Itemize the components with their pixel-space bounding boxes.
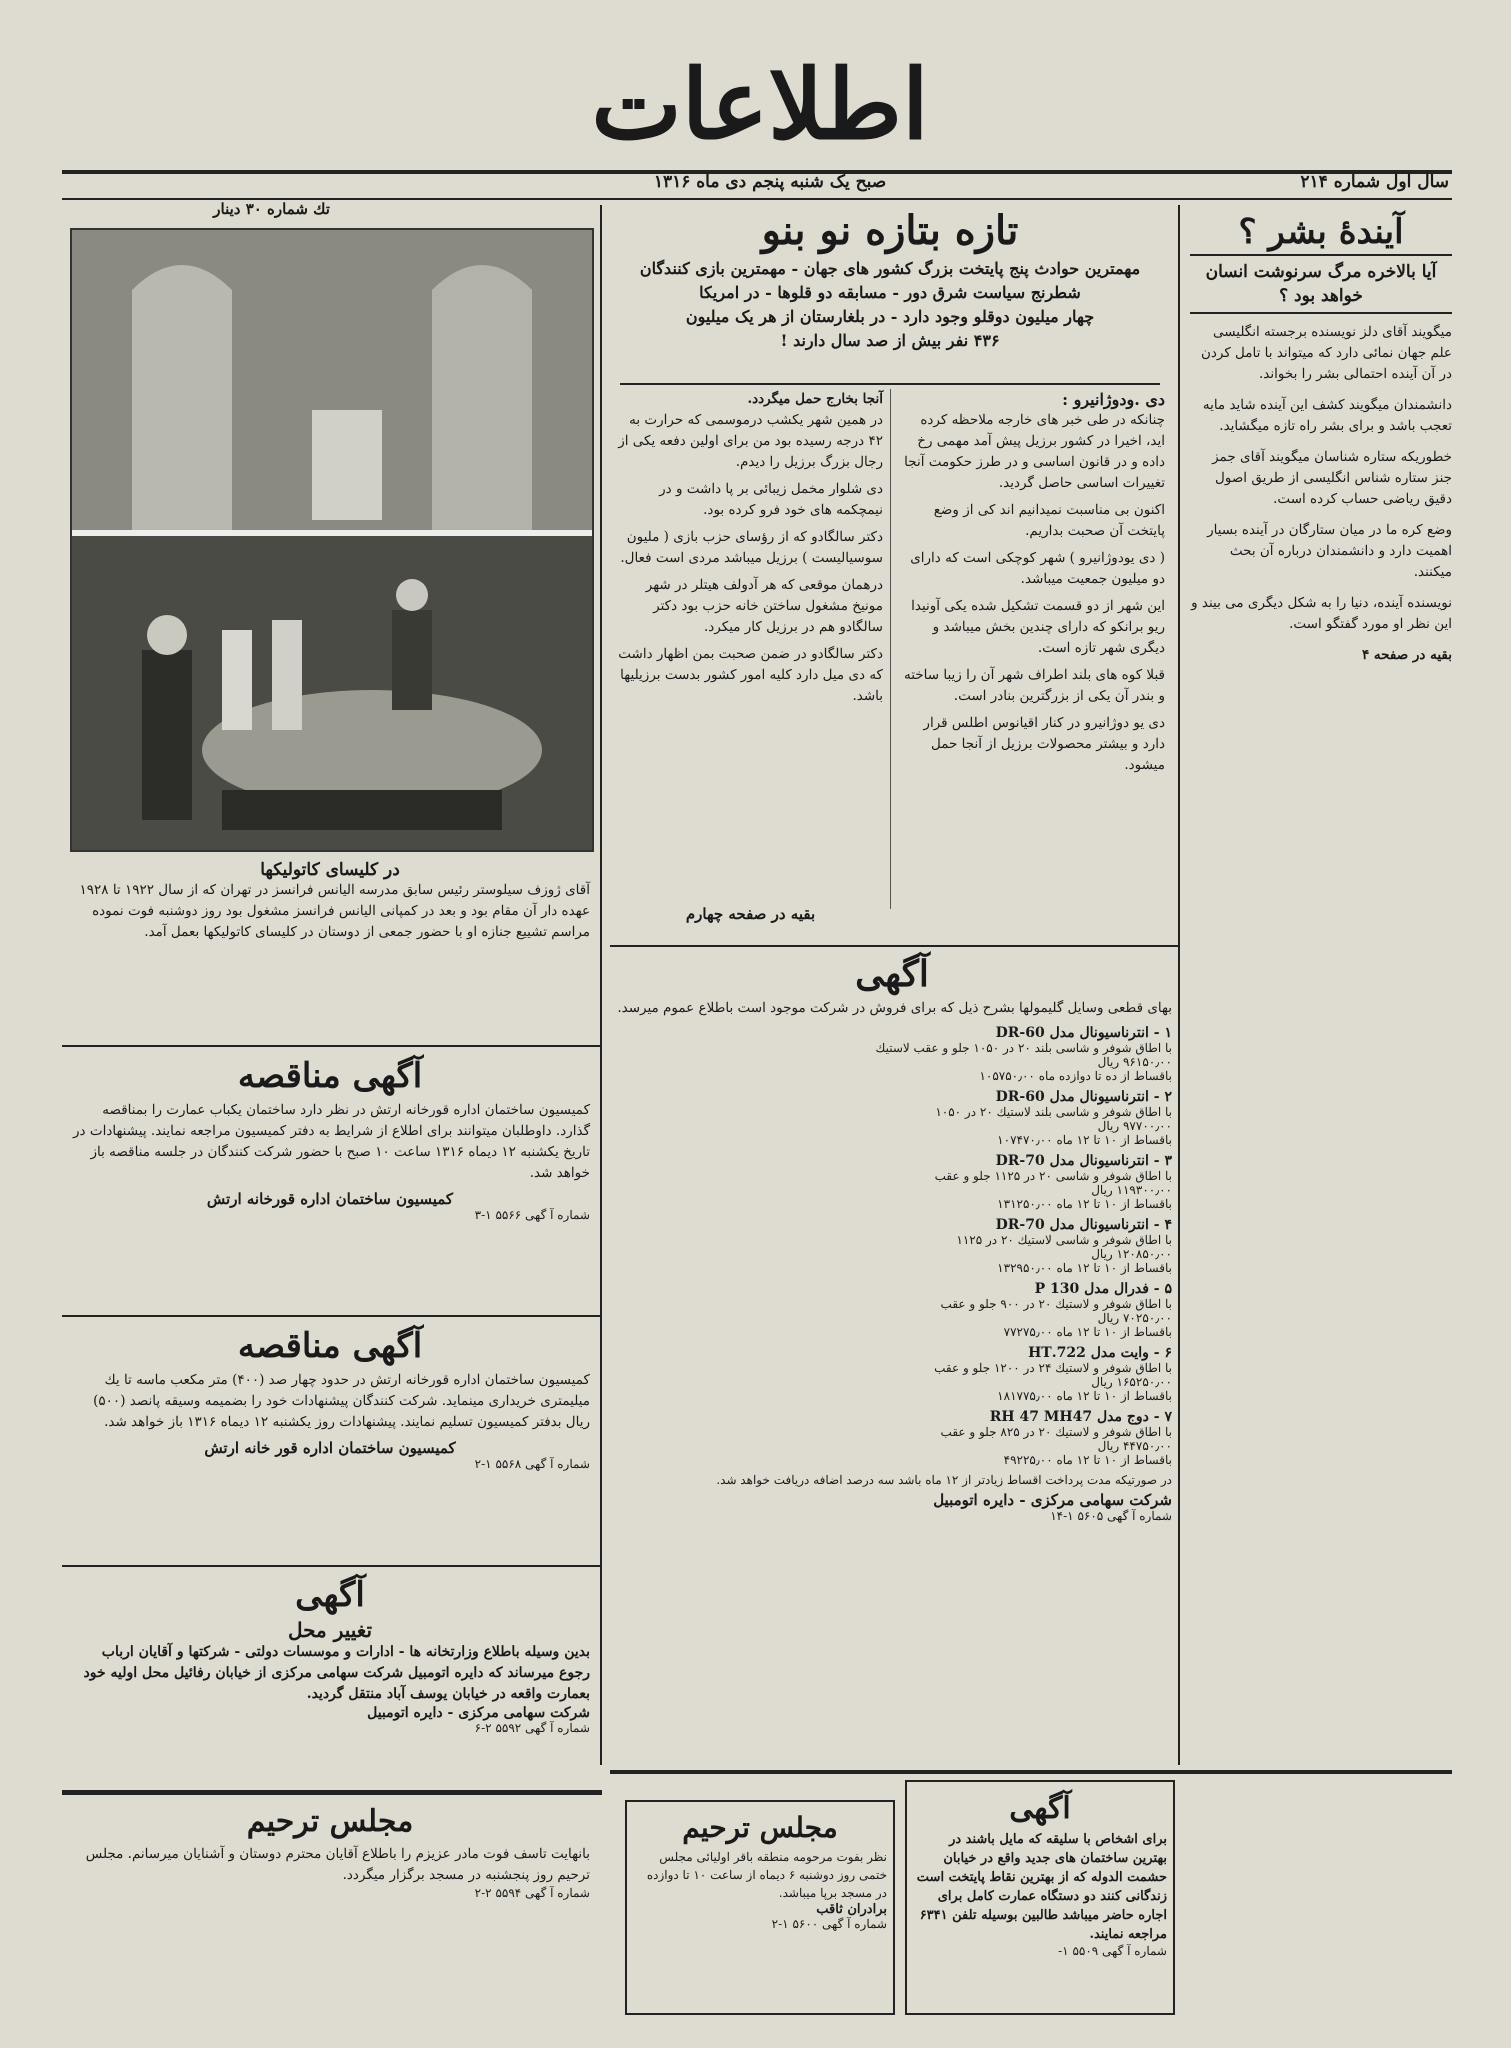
vehicle-desc: با اطاق شوفر و شاسی بلند ۲۰ در ۱۰۵۰ جلو و عقب لاستیك	[875, 1041, 1172, 1055]
ad-reference: شماره آ گهی ۵۶۰۵ ۱-۱۴	[1050, 1509, 1172, 1523]
vehicle-name: ۵ - فدرال مدل 130 P	[1034, 1281, 1172, 1297]
paragraph: دکتر سالگادو که از رؤسای حزب بازی ( ملیون سوسیالیست ) برزیل میباشد مردی است فعال.	[620, 529, 883, 566]
vehicle-price: ۹۶۱۵۰٫۰۰ ریال	[1097, 1055, 1172, 1069]
paragraph: ( دی یودوژانیرو ) شهر کوچکی است که دارای دو میلیون جمعیت میباشد.	[910, 550, 1165, 587]
vehicle-price: ۹۷۷۰۰٫۰۰ ریال	[1097, 1119, 1172, 1133]
vehicle-name: ۱ - انترناسیونال مدل DR-60	[995, 1025, 1172, 1041]
church-scene-image	[72, 230, 592, 850]
vehicle-installment: باقساط از ۱۰ تا ۱۲ ماه ۴۹۲۲۵٫۰۰	[1003, 1453, 1172, 1467]
vehicle-desc: با اطاق شوفر و شاسی بلند لاستیك ۲۰ در ۱۰۵۰	[935, 1105, 1172, 1119]
paragraph: قبلا کوه های بلند اطراف شهر آن را زیبا ساخته و بندر آن یکی از بزرگترین بنادر است.	[903, 667, 1165, 704]
paragraph: دانشمندان میگویند کشف این آینده شاید مایه تعجب باشد و برای بشر راه تازه میگشاید.	[1202, 397, 1452, 434]
tender-signature: کمیسیون ساختمان اداره قورخانه ارتش	[206, 1190, 454, 1208]
column-rule-left	[600, 205, 602, 1765]
news-roundup-title: تازه بتازه نو بنو	[761, 207, 1019, 254]
housing-rental-ad	[905, 1780, 1175, 2015]
notice-text: بدین وسیله باطلاع وزارتخانه ها - ادارات و موسسات دولتی - شرکتها و آقایان ارباب رجوع میرساند که دایره اتومبیل شرکت سهامی مرکزی از خیابان رفائیل محل اولیه خود بعمارت واقعه در خیابان یوسف آباد منتقل گردید.	[83, 1644, 590, 1702]
tender-signature: کمیسیون ساختمان اداره قور خانه ارتش	[204, 1439, 456, 1457]
paragraph: در همین شهر یکشب درموسمی که حرارت به ۴۲ درجه رسیده بود من برای اولین دفعه یکی از رجال بزرگ برزیل را دیدم.	[618, 412, 883, 470]
ad-reference: شماره آ گهی ۵۵۹۴ ۲-۲	[474, 1886, 590, 1900]
housing-ad-text: برای اشخاص با سلیقه که مایل باشند در بهترین ساختمان های جدید واقع در خیابان حشمت الدوله که از بهترین نقاط پایتخت است زندگانی کنند دو دستگاه عمارت کامل برای اجاره حاضر میباشد طالبین بوسیله تلفن ۶۳۴۱ مراجعه نمایند.	[916, 1832, 1167, 1942]
ad-reference: شماره آ گهی ۵۵۹۲ ۲-۶	[474, 1721, 590, 1735]
vehicle-installment: باقساط از ۱۰ تا ۱۲ ماه ۷۷۲۷۵٫۰۰	[1003, 1325, 1172, 1339]
date-line: صبح یک شنبه پنجم دی ماه ۱۳۱۶	[653, 172, 887, 192]
price-line: تك شماره ۳۰ دینار	[213, 200, 330, 218]
paragraph: نویسنده آینده، دنیا را به شکل دیگری می بیند و این نظر او مورد گفتگو است.	[1191, 595, 1452, 632]
vehicle-price: ۱۶۵۲۵۰٫۰۰ ریال	[1091, 1375, 1172, 1389]
vehicle-installment: باقساط از ۱۰ تا ۱۲ ماه ۱۳۱۲۵۰٫۰۰	[997, 1197, 1172, 1211]
memorial-text: بانهایت تاسف فوت مادر عزیزم را باطلاع آقایان محترم دوستان و آشنایان میرسانم. مجلس ترحیم روز پنجشنبه در مسجد برگزار میگردد.	[85, 1846, 590, 1883]
article-future-subtitle: آیا بالاخره مرگ سرنوشت انسان خواهد بود ؟	[1190, 260, 1452, 314]
vehicle-ad-signature: شرکت سهامی مرکزی - دایره اتومبیل	[933, 1491, 1172, 1509]
news-column-right	[900, 389, 1165, 776]
notice-title: آگهی	[295, 1575, 365, 1615]
memorial-notice-left	[70, 1800, 590, 1900]
memorial-text: نظر بفوت مرحومه منطقه باقر اولیائی مجلس ختمی روز دوشنبه ۶ دیماه از ساعت ۱۰ تا دوازده در مسجد برپا میباشد.	[646, 1850, 887, 1900]
vehicle-name: ۳ - انترناسیونال مدل DR-70	[995, 1153, 1172, 1169]
vehicle-desc: با اطاق شوفر و لاستیك ۲۰ در ۸۲۵ جلو و عقب	[940, 1425, 1172, 1439]
ad-reference: شماره آ گهی ۵۵۰۹ ۱-	[1058, 1944, 1167, 1958]
paragraph: دی شلوار مخمل زیبائی بر پا داشت و در نیمچکمه های خود فرو کرده بود.	[659, 481, 883, 518]
paragraph: دکتر سالگادو در ضمن صحبت بمن اظهار داشت که دی میل دارد کلیه امور کشور بدست برزیلیها باشد.	[618, 646, 883, 704]
continued-note: بقیه در صفحه چهارم	[685, 905, 816, 923]
vehicle-price: ۷۰۲۵۰٫۰۰ ریال	[1097, 1311, 1172, 1325]
vehicle-price-ad	[612, 950, 1172, 1523]
photo-caption: آقای ژوزف سیلوستر رئیس سابق مدرسه الیانس فرانسز در تهران که از سال ۱۹۲۲ تا ۱۹۲۸ عهده دار آن مقام بود و بعد در کمپانی الیانس فرانسز مشغول بود روز دوشنبه فوت نموده مراسم تشییع جنازه او با حضور جمعی از دوستان در کلیسای کاتولیکها بعمل آمد.	[79, 882, 590, 940]
vehicle-desc: با اطاق شوفر و لاستیك ۲۰ در ۹۰۰ جلو و عقب	[940, 1297, 1172, 1311]
memorial-signature: برادران ثاقب	[816, 1902, 887, 1917]
memorial-title: مجلس ترحیم	[682, 1811, 838, 1844]
article-future-title: آیندهٔ بشر ؟	[1190, 210, 1452, 256]
photo-caption-title: در کلیسای کاتولیکها	[260, 860, 400, 880]
masthead-title: اطلاعات	[591, 48, 929, 161]
ad-reference: شماره آ گهی ۵۵۶۶ ۱-۳	[474, 1208, 590, 1222]
notice-change-location	[70, 1572, 590, 1735]
news-lead-line: چهار میلیون دوقلو وجود دارد - در بلغارستان از هر یک میلیون	[685, 307, 1095, 326]
list-item	[612, 1345, 1172, 1403]
list-item	[612, 1281, 1172, 1339]
vehicle-price: ۱۲۰۸۵۰٫۰۰ ریال	[1091, 1247, 1172, 1261]
memorial-title: مجلس ترحیم	[246, 1804, 414, 1839]
list-item	[612, 1153, 1172, 1211]
vehicle-installment: باقساط از ۱۰ تا ۱۲ ماه ۱۰۷۴۷۰٫۰۰	[997, 1133, 1172, 1147]
photo-caption-block	[70, 860, 590, 943]
issue-number: سال اول شماره ۲۱۴	[1300, 172, 1449, 192]
memorial-notice-center	[625, 1800, 895, 2015]
notice-subtitle: تغییر محل	[287, 1618, 373, 1642]
news-col-head: آنجا بخارج حمل میگردد.	[747, 391, 883, 407]
news-col-head: دی .ودوژانیرو :	[1062, 390, 1165, 409]
vehicle-installment: باقساط از ۱۰ تا ۱۲ ماه ۱۸۱۷۷۵٫۰۰	[997, 1389, 1172, 1403]
tender-text: کمیسیون ساختمان اداره قورخانه ارتش در نظر دارد ساختمان یکباب عمارت را بمناقصه گذارد. داوطلبان میتوانند برای اطلاع از شرایط به دفتر کمیسیون مراجعه نمایند. پیشنهادات در تاریخ یکشنبه ۱۲ دیماه ۱۳۱۶ ساعت ۱۰ صبح با حضور شرکت کنندگان در جلسه مناقصه باز خواهد شد.	[73, 1102, 590, 1181]
list-item	[612, 1089, 1172, 1147]
vehicle-desc: با اطاق شوفر و شاسی ۲۰ در ۱۱۲۵ جلو و عقب	[934, 1169, 1172, 1183]
vehicle-list	[612, 1025, 1172, 1467]
column-rule-right	[1178, 205, 1180, 1765]
news-column-left	[618, 389, 883, 707]
ad-reference: شماره آ گهی ۵۶۰۰ ۱-۲	[771, 1917, 887, 1931]
paragraph: خطوریکه ستاره شناسان میگویند آقای جمز جنز ستاره شناس انگلیسی از طریق اصول دقیق ریاضی حساب کرده است.	[1212, 449, 1452, 507]
tender-title: آگهی مناقصه	[237, 1326, 423, 1366]
vehicle-name: ۲ - انترناسیونال مدل DR-60	[995, 1089, 1172, 1105]
vehicle-installment: باقساط از ۱۰ تا ۱۲ ماه ۱۳۲۹۵۰٫۰۰	[997, 1261, 1172, 1275]
vehicle-ad-intro: بهای قطعی وسایل گلیمولها بشرح ذیل که برای فروش در شرکت موجود است باطلاع عموم میرسد.	[617, 1000, 1172, 1016]
vehicle-installment: باقساط از ده تا دوازده ماه ۱۰۵۷۵۰٫۰۰	[979, 1069, 1172, 1083]
paragraph: وضع کره ما در میان ستارگان در آینده بسیار اهمیت دارد و دانشمندان درباره آن بحث میکنند.	[1207, 522, 1452, 580]
paragraph: درهمان موقعی که هر آدولف هیتلر در شهر مونیخ مشغول ساختن خانه حزب بود دکتر سالگادو هم در برزیل کار میکرد.	[645, 577, 883, 635]
tender-title: آگهی مناقصه	[237, 1056, 423, 1096]
list-item	[612, 1409, 1172, 1467]
vehicle-ad-footer: در صورتیکه مدت پرداخت اقساط زیادتر از ۱۲ ماه باشد سه درصد اضافه دریافت خواهد شد.	[716, 1473, 1172, 1487]
paragraph: میگویند آقای دلز نویسنده برجسته انگلیسی علم جهان نمائی دارد که میتواند با تامل کردن در آن آینده احتمالی بشر را بخواند.	[1200, 324, 1452, 382]
vehicle-price: ۱۱۹۳۰۰٫۰۰ ریال	[1091, 1183, 1172, 1197]
vehicle-name: ۷ - دوج مدل RH 47 MH47	[989, 1409, 1172, 1425]
paragraph: این شهر از دو قسمت تشکیل شده یکی آونیدا ریو برانکو که دارای چندین بخش میباشد و دیگری شهر تازه است.	[911, 598, 1165, 656]
funeral-photo	[70, 228, 594, 852]
vehicle-desc: با اطاق شوفر و شاسی لاستیك ۲۰ در ۱۱۲۵	[956, 1233, 1172, 1247]
list-item	[612, 1217, 1172, 1275]
paragraph: اکنون بی مناسبت نمیدانیم اند کی از وضع پایتخت آن صحبت بداریم.	[933, 502, 1165, 539]
continued-note: بقیه در صفحه ۴	[1361, 647, 1452, 663]
paragraph: دی یو دوژانیرو در کنار اقیانوس اطلس قرار دارد و بیشتر محصولات برزیل از آنجا حمل میشود.	[923, 715, 1165, 773]
article-future-of-man	[1190, 210, 1452, 666]
vehicle-name: ۶ - وایت مدل 722.HT	[1028, 1345, 1172, 1361]
list-item	[612, 1025, 1172, 1083]
vehicle-name: ۴ - انترناسیونال مدل DR-70	[995, 1217, 1172, 1233]
news-lead-line: مهمترین حوادث پنج پایتخت بزرگ کشور های جهان - مهمترین بازی کنندگان شطرنج سیاست شرق دور - مسابقه دو قلوها - در امریکا	[639, 259, 1141, 302]
housing-ad-title: آگهی	[1009, 1791, 1071, 1826]
news-lead-line: ۴۳۶ نفر بیش از صد سال دارند !	[780, 331, 1000, 350]
notice-signature: شرکت سهامی مرکزی - دایره اتومبیل	[367, 1705, 590, 1721]
vehicle-ad-title: آگهی	[855, 953, 929, 995]
vehicle-price: ۴۴۷۵۰٫۰۰ ریال	[1097, 1439, 1172, 1453]
tender-text: کمیسیون ساختمان اداره قورخانه ارتش در حدود چهار صد (۴۰۰) متر مکعب ماسه تا یك میلیمتری خریداری مینماید. شرکت کنندگان پیشنهادات خود را بضمیمه وسیقه پانصد (۵۰۰) ریال بدفتر کمیسیون تسلیم نمایند. پیشنهادات روز یکشنبه ۱۲ دیماه ۱۳۱۶ باز خواهد شد.	[93, 1372, 590, 1430]
paragraph: چنانکه در طی خبر های خارجه ملاحظه کرده اید، اخیرا در کشور برزیل پیش آمد مهمی رخ داده و در قانون اساسی و در طرز حکومت آنجا تغییرات اساسی حاصل گردید.	[904, 412, 1165, 491]
ad-reference: شماره آ گهی ۵۵۶۸ ۱-۲	[474, 1457, 590, 1471]
tender-ad-2	[70, 1322, 590, 1471]
tender-ad-1	[70, 1052, 590, 1222]
vehicle-desc: با اطاق شوفر و لاستیك ۲۴ در ۱۲۰۰ جلو و عقب	[934, 1361, 1172, 1375]
article-news-roundup	[610, 205, 1170, 945]
